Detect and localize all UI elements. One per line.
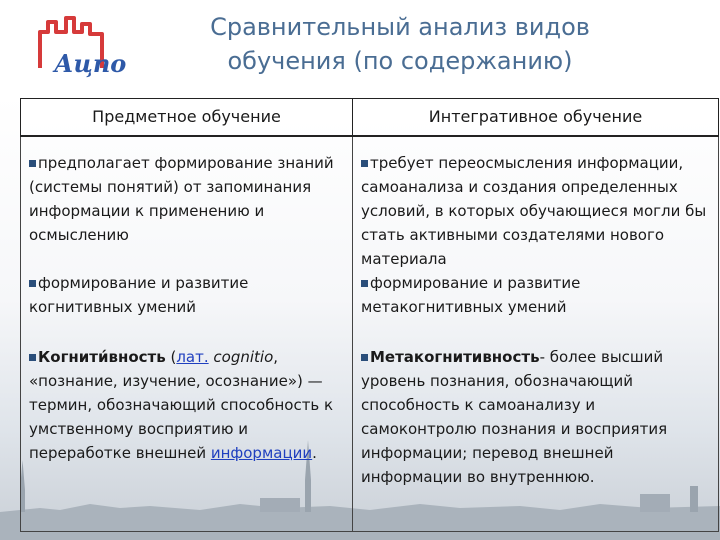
header-subject-learning: Предметное обучение xyxy=(21,99,353,137)
latin-word: cognitio xyxy=(213,348,274,366)
table-cell-right xyxy=(353,335,719,532)
bullet-square-icon xyxy=(29,280,36,287)
page-title-line-1: Сравнительный анализ видов xyxy=(210,13,590,41)
table-row xyxy=(21,136,719,271)
table-cell-left xyxy=(21,136,353,271)
table-row xyxy=(21,271,719,335)
table-cell-left xyxy=(21,271,353,335)
link-latin[interactable]: лат. xyxy=(176,348,209,366)
table-row xyxy=(21,335,719,532)
header-integrative-learning: Интегративное обучение xyxy=(353,99,719,137)
cell-text: формирование и развитие когнитивных умений xyxy=(29,274,249,316)
cell-text: предполагает формирование знаний (системы понятий) от запоминания информации к применению и осмыслению xyxy=(29,154,334,244)
cell-text: ( xyxy=(165,348,177,366)
bullet-square-icon xyxy=(29,354,36,361)
bullet-square-icon xyxy=(361,280,368,287)
table-cell-left xyxy=(21,335,353,532)
bullet-square-icon xyxy=(361,354,368,361)
table-cell-right xyxy=(353,136,719,271)
page-title xyxy=(140,10,660,78)
link-information[interactable]: информации xyxy=(210,444,313,462)
page-title-line-2: обучения (по содержанию) xyxy=(227,47,573,75)
term-cognitivity: Когнити́вность xyxy=(38,348,166,366)
bullet-square-icon xyxy=(29,160,36,167)
cell-text: - более высший уровень познания, обозначающий способность к самоанализу и самоконтролю познания и восприятия информации; перевод внешней информации во внутреннюю. xyxy=(361,348,668,486)
cell-text: , «познание, изучение, осознание») — термин, обозначающий способность к умственному восприятию и переработке внешней xyxy=(29,348,334,462)
cell-text: формирование и развитие метакогнитивных умений xyxy=(361,274,581,316)
term-metacognitivity: Метакогнитивность xyxy=(370,348,540,366)
table-header-row xyxy=(21,99,719,137)
logo-text: Ацпо xyxy=(54,49,127,78)
bullet-square-icon xyxy=(361,160,368,167)
comparison-table xyxy=(20,98,719,532)
logo xyxy=(32,10,132,82)
cell-text: требует переосмысления информации, самоанализа и создания определенных условий, в которых обучающиеся могли бы стать активными создателями нового материала xyxy=(361,154,707,268)
table-cell-right xyxy=(353,271,719,335)
cell-text: . xyxy=(312,444,317,462)
